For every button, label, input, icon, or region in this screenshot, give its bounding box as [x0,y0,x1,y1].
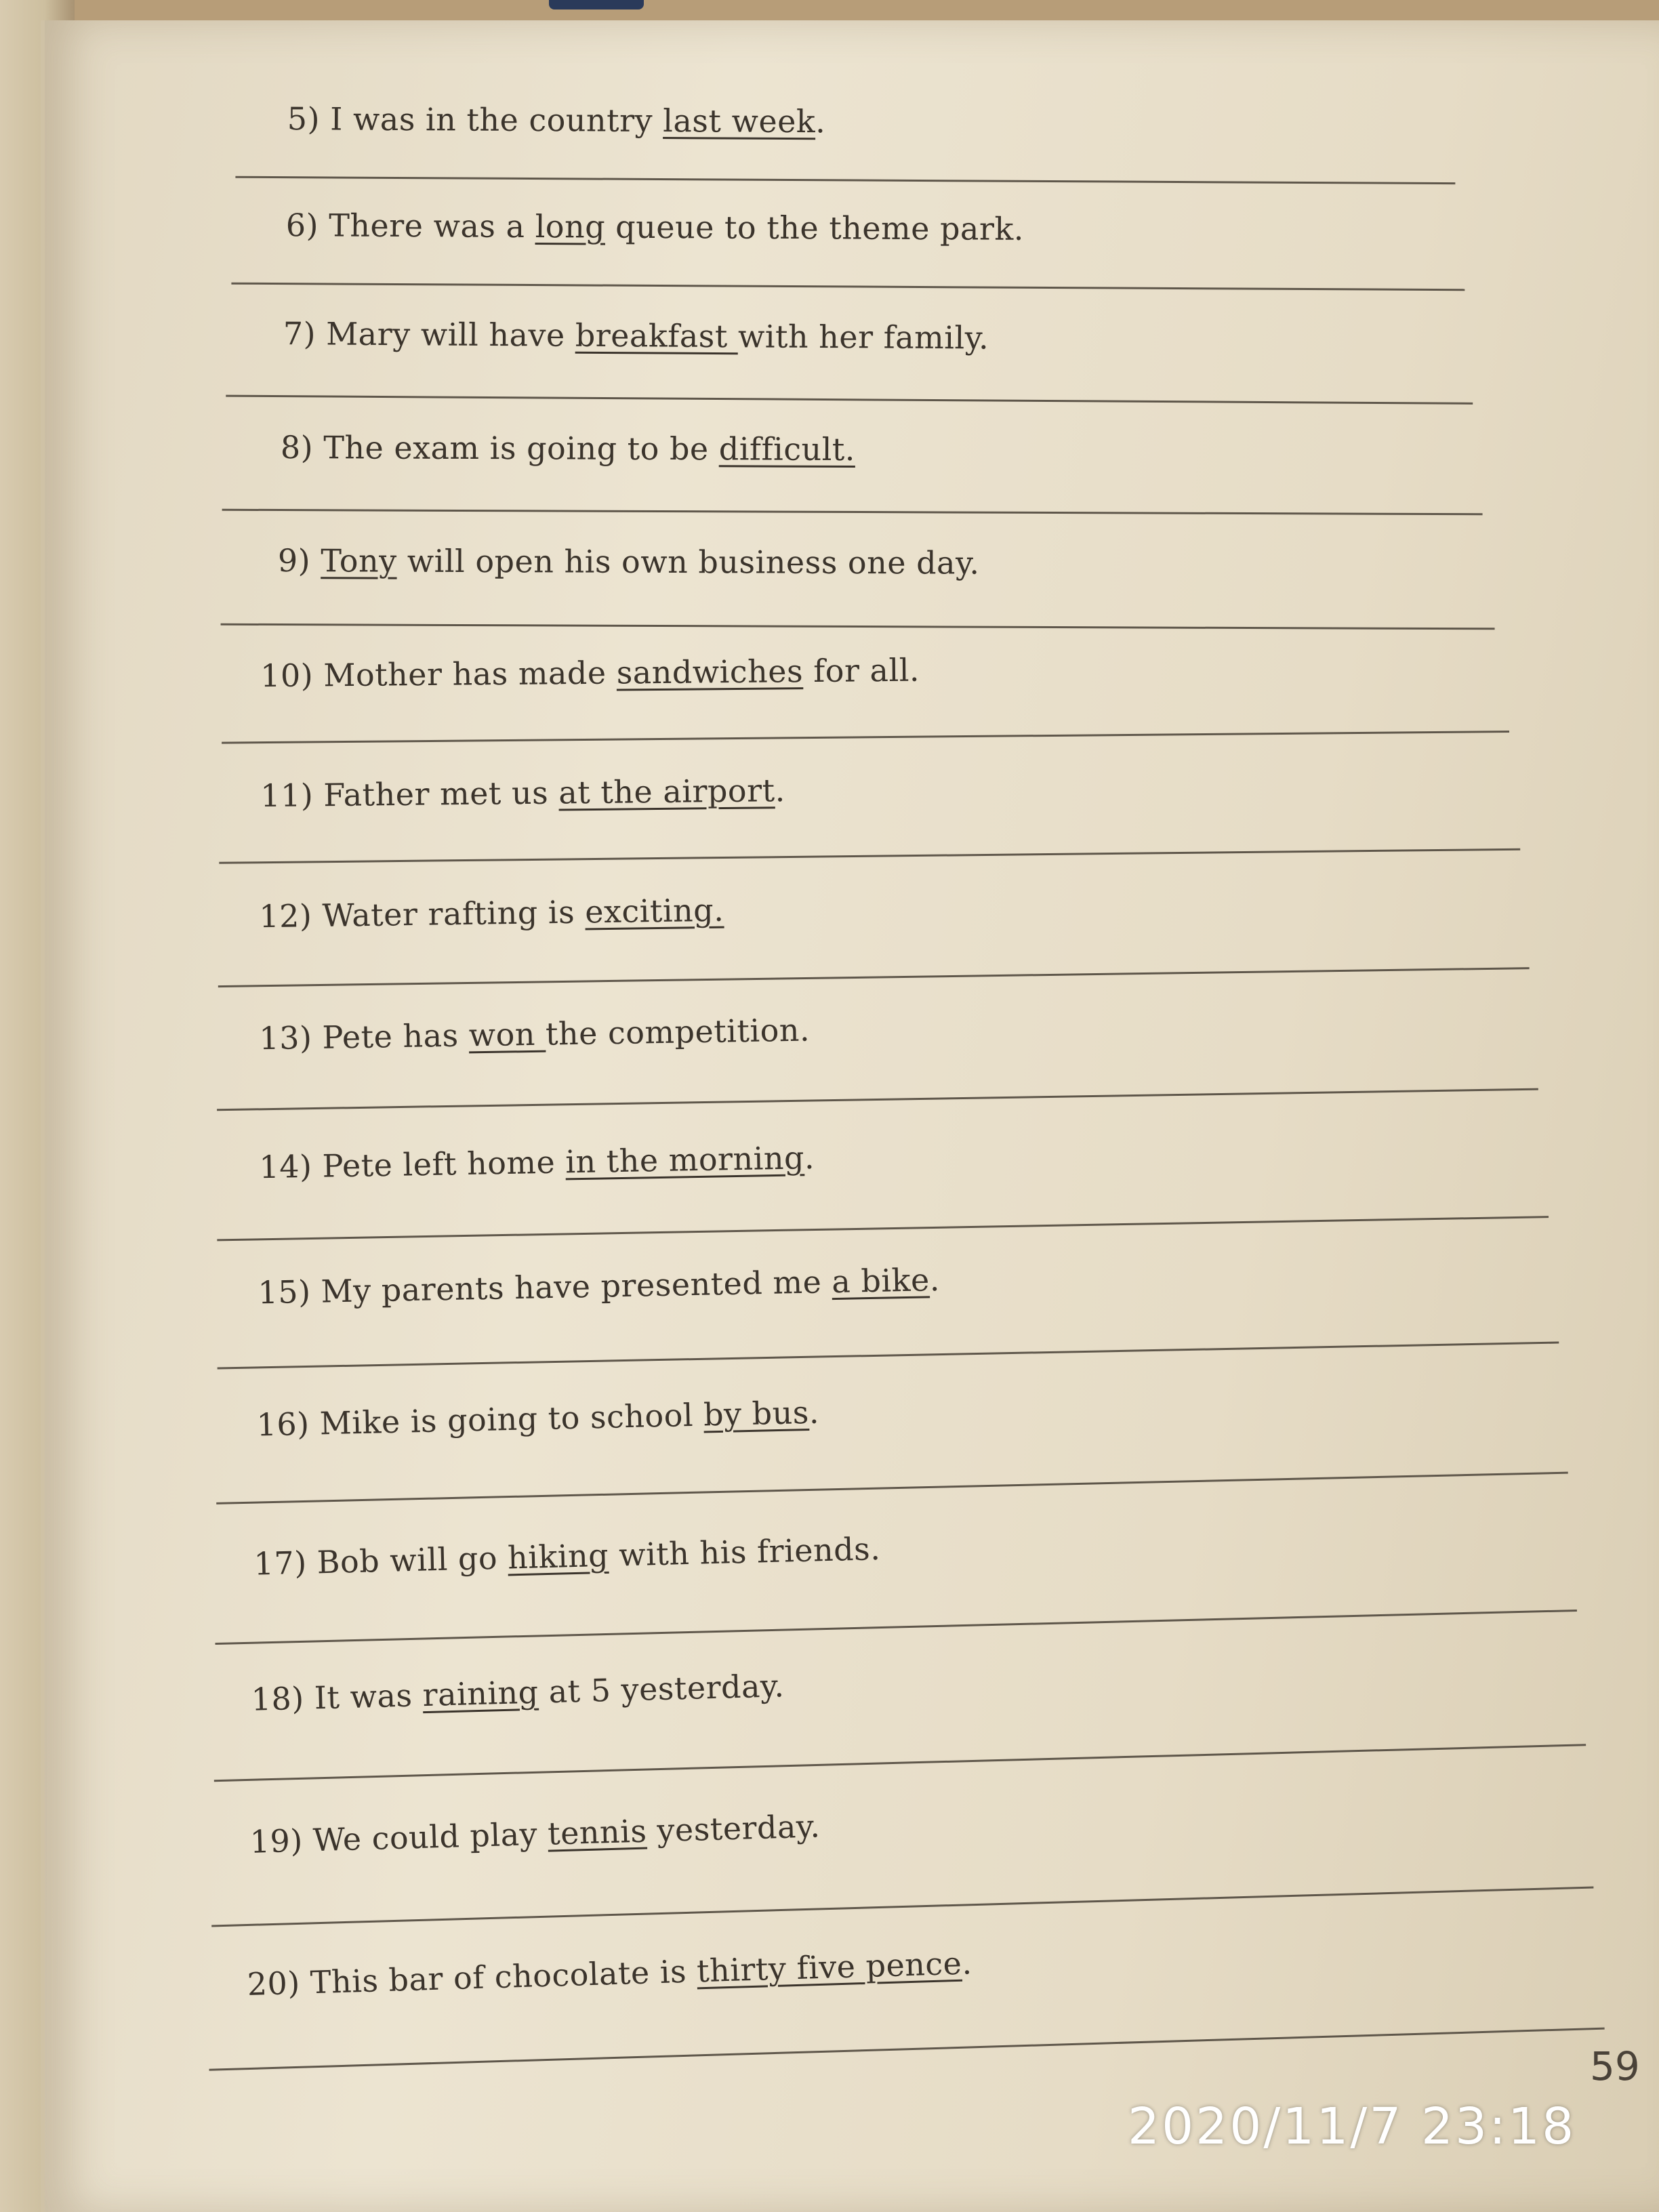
underlined-phrase: by bus [703,1394,810,1433]
exercise-number: 6) [285,207,319,244]
sentence-text-after: with her family. [737,318,989,356]
exercise-number: 15) [258,1273,312,1311]
sentence-text-before: Mike is going to school [319,1396,704,1442]
sentence-text-before: Mary will have [326,315,575,354]
exercise-sentence [286,207,1024,247]
sentence-text-after: for all. [802,651,920,690]
sentence-text-before: I was in the country [330,100,663,140]
exercise-number: 5) [287,100,321,138]
exercise-number: 19) [249,1822,304,1860]
exercise-number: 12) [259,897,312,935]
underlined-phrase: thirty five pence [696,1944,963,1990]
sentence-text-after: the competition. [545,1011,811,1052]
exercise-number: 20) [247,1964,301,2003]
underlined-phrase: hiking [507,1536,609,1576]
sentence-text-after: . [929,1261,941,1298]
sentence-text-before: Mother has made [323,654,617,694]
exercise-number: 7) [283,315,316,352]
underlined-phrase: last week [663,102,816,140]
sentence-text-after: . [961,1944,973,1982]
exercise-number: 17) [253,1544,308,1582]
underlined-phrase: in the morning [565,1139,805,1181]
sentence-text-after: will open his own business one day. [396,542,980,581]
underlined-phrase: breakfast [575,316,739,355]
book-tab [549,0,644,9]
sentence-text-before: Water rafting is [322,893,586,934]
sentence-text-after: with his friends. [608,1530,881,1574]
underlined-phrase: difficult. [718,430,856,468]
sentence-text-after: . [808,1393,820,1431]
sentence-text-before: This bar of chocolate is [310,1952,697,2001]
exercise-number: 14) [259,1147,312,1186]
sentence-text-after: . [775,772,785,809]
exercise-number: 10) [260,657,314,695]
sentence-text-after: at 5 yesterday. [537,1667,785,1711]
exercise-number: 13) [259,1019,312,1057]
sentence-text-before: Pete has [322,1017,470,1056]
sentence-text-before: Father met us [323,774,559,814]
sentence-text-before: It was [314,1677,424,1717]
sentence-text-before: There was a [329,207,535,245]
exercise-sentence [278,542,980,581]
sentence-text-before: We could play [312,1815,548,1859]
exercise-number: 8) [280,429,314,466]
exercise-sentence [260,772,785,814]
exercise-number: 11) [260,777,314,815]
underlined-phrase: long [535,208,606,245]
exercise-sentence [281,429,855,468]
exercise-sentence [260,652,920,694]
sentence-text-after: . [804,1139,815,1176]
underlined-phrase: sandwiches [616,653,804,691]
underlined-phrase: at the airport [558,772,775,811]
sentence-text-before: The exam is going to be [323,429,719,468]
exercise-sentence [283,315,989,356]
sentence-text-before: Bob will go [316,1539,508,1581]
sentence-text-before: My parents have presented me [321,1263,832,1310]
underlined-phrase: Tony [321,542,397,579]
underlined-phrase: raining [422,1673,539,1714]
exercise-number: 16) [256,1405,310,1443]
underlined-phrase: a bike [831,1261,930,1300]
underlined-phrase: tennis [547,1812,648,1852]
exercise-number: 9) [277,542,311,579]
exercise-sentence [287,100,826,140]
sentence-text-after: . [815,103,826,140]
exercise-number: 18) [251,1679,305,1718]
sentence-text-after: queue to the theme park. [605,208,1025,247]
sentence-text-before: Pete left home [322,1143,566,1185]
exercise-sentence [259,892,724,935]
underlined-phrase: won [468,1015,546,1054]
photo-timestamp: 2020/11/7 23:18 [1128,2097,1576,2156]
page-number: 59 [1590,2043,1640,2089]
sentence-text-after: yesterday. [646,1807,821,1849]
underlined-phrase: exciting. [584,891,724,930]
